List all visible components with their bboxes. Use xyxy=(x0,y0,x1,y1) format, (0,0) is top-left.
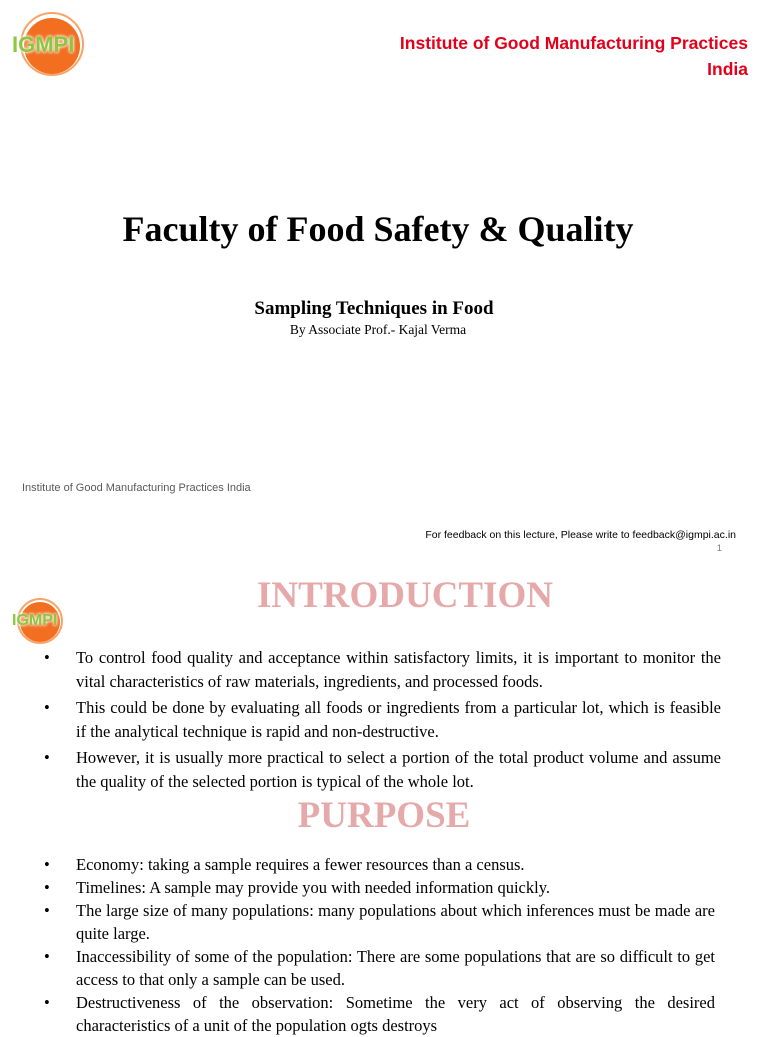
list-item-text: The large size of many populations: many populations about which inferences must be made are quite large. xyxy=(76,901,715,943)
org-header-line2: India xyxy=(707,59,748,79)
subtitle: Sampling Techniques in Food xyxy=(254,298,494,319)
list-item xyxy=(0,945,768,991)
purpose-list xyxy=(0,853,768,1037)
list-item-text: However, it is usually more practical to select a portion of the total product volume and assume the quality of the selected portion is typical of the whole lot. xyxy=(76,748,721,791)
bullet-icon: • xyxy=(44,698,50,717)
list-item xyxy=(0,876,768,899)
footer-institute: Institute of Good Manufacturing Practices India xyxy=(22,482,251,494)
list-item xyxy=(0,991,768,1037)
slide-introduction xyxy=(0,562,768,1035)
list-item-text: This could be done by evaluating all foods or ingredients from a particular lot, which is feasible if the analytical technique is rapid and non-destructive. xyxy=(76,698,721,741)
igmpi-logo xyxy=(10,10,86,76)
bullet-icon: • xyxy=(44,947,50,966)
logo-wordmark: IGMPI xyxy=(12,612,58,629)
introduction-heading: INTRODUCTION xyxy=(256,575,554,616)
list-item-text: To control food quality and acceptance within satisfactory limits, it is important to monitor the vital characteristics of raw materials, ingredients, and processed foods. xyxy=(76,648,721,691)
page-title: Faculty of Food Safety & Quality xyxy=(122,209,634,249)
logo-wordmark: IGMPI xyxy=(12,32,75,57)
list-item-text: Economy: taking a sample requires a fewer resources than a census. xyxy=(76,855,525,874)
author-byline: By Associate Prof.- Kajal Verma xyxy=(289,322,467,337)
bullet-icon: • xyxy=(44,993,50,1012)
list-item xyxy=(0,746,768,794)
list-item xyxy=(0,696,768,744)
org-header xyxy=(328,30,748,82)
bullet-icon: • xyxy=(44,648,50,667)
page-number: 1 xyxy=(716,543,722,554)
list-item xyxy=(0,853,768,876)
feedback-note: For feedback on this lecture, Please write to feedback@igmpi.ac.in xyxy=(425,529,736,541)
bullet-icon: • xyxy=(44,901,50,920)
purpose-heading: PURPOSE xyxy=(297,795,471,836)
introduction-list xyxy=(0,646,768,796)
bullet-icon: • xyxy=(44,748,50,767)
list-item-text: Destructiveness of the observation: Sometime the very act of observing the desired characteristics of a unit of the population ogts destroys xyxy=(76,993,715,1035)
list-item-text: Timelines: A sample may provide you with needed information quickly. xyxy=(76,878,551,897)
list-item xyxy=(0,899,768,945)
org-header-line1: Institute of Good Manufacturing Practices xyxy=(399,33,748,53)
list-item xyxy=(0,646,768,694)
list-item-text: Inaccessibility of some of the population: There are some populations that are so difficult to get access to that only a sample can be used. xyxy=(76,947,715,989)
bullet-icon: • xyxy=(44,855,50,874)
bullet-icon: • xyxy=(44,878,50,897)
